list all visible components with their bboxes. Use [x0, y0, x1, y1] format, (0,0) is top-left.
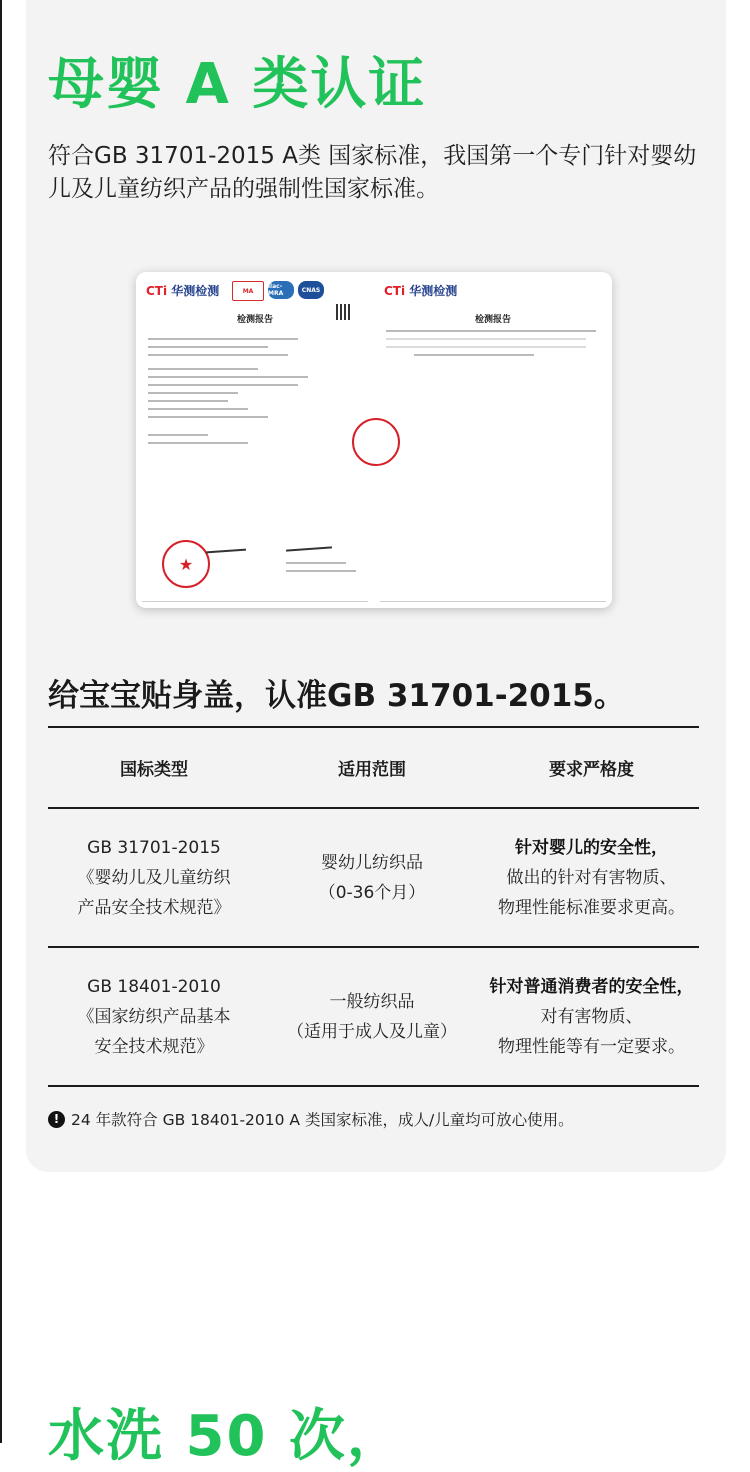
- report-text-line: [148, 442, 248, 444]
- report-text-line: [148, 400, 228, 402]
- standard-cell: GB 18401-2010 《国家纺织产品基本 安全技术规范》: [77, 976, 231, 1057]
- table-header: [48, 726, 699, 809]
- report-footer-line: [142, 601, 368, 602]
- signature-mark: [206, 549, 246, 554]
- report-text-line: [148, 384, 298, 386]
- exclamation-circle-icon: !: [48, 1111, 65, 1128]
- report-text-line: [148, 434, 208, 436]
- ma-logo: MA: [232, 281, 264, 301]
- test-report-image: [136, 272, 612, 608]
- report-text-line: [386, 338, 586, 340]
- accreditation-logos: [232, 281, 324, 301]
- intro-paragraph: 符合GB 31701-2015 A类 国家标准，我国第一个专门针对婴幼儿及儿童纺织产品的强制性国家标准。: [48, 143, 697, 202]
- scope-cell: 一般纺织品 （适用于成人及儿童）: [287, 991, 457, 1042]
- report-text-line: [386, 346, 586, 348]
- column-header-strictness: 要求严格度: [549, 760, 634, 780]
- red-seal-stamp: [352, 418, 400, 466]
- red-seal-stamp: ★: [162, 540, 210, 588]
- footnote: [48, 1108, 574, 1130]
- report-page-right: [374, 272, 612, 608]
- strictness-cell: 针对婴儿的安全性， 做出的针对有害物质、 物理性能标准要求更高。: [498, 837, 685, 918]
- table-row: [48, 948, 699, 1087]
- report-text-line: [148, 338, 298, 340]
- report-text-line: [148, 368, 258, 370]
- report-text-line: [148, 416, 268, 418]
- section-title: 母婴 A 类认证: [48, 52, 427, 117]
- report-text-line: [148, 392, 238, 394]
- standards-comparison-table: [48, 726, 699, 1087]
- report-text-line: [286, 562, 346, 564]
- standard-cell: GB 31701-2015 《婴幼儿及儿童纺织 产品安全技术规范》: [77, 837, 231, 918]
- report-footer-line: [380, 601, 606, 602]
- report-text-line: [148, 346, 268, 348]
- report-text-line: [286, 570, 356, 572]
- column-header-standard: 国标类型: [120, 760, 188, 780]
- signature-mark: [286, 546, 332, 551]
- scope-cell: 婴幼儿纺织品 （0-36个月）: [318, 852, 426, 903]
- cti-logo: CTi 华测检测: [146, 284, 220, 298]
- cti-logo: CTi 华测检测: [384, 284, 458, 298]
- ilac-logo: ilac-MRA: [268, 281, 294, 299]
- report-text-line: [148, 408, 248, 410]
- next-section-title: 水洗 50 次，: [48, 1404, 405, 1469]
- footnote-text: 24 年款符合 GB 18401-2010 A 类国家标准，成人/儿童均可放心使用。: [71, 1111, 574, 1129]
- report-text-line: [386, 330, 596, 332]
- table-row: [48, 809, 699, 948]
- report-text-line: [148, 354, 288, 356]
- report-title: 检测报告: [236, 315, 273, 325]
- report-text-line: [414, 354, 534, 356]
- cnas-logo: CNAS: [298, 281, 324, 299]
- column-header-scope: 适用范围: [338, 760, 406, 780]
- report-title: 检测报告: [474, 315, 511, 325]
- report-page-left: [136, 272, 374, 608]
- strictness-cell: 针对普通消费者的安全性， 对有害物质、 物理性能等有一定要求。: [489, 976, 694, 1057]
- report-text-line: [148, 376, 308, 378]
- left-edge-line: [0, 0, 2, 1443]
- comparison-subtitle: 给宝宝贴身盖，认准GB 31701-2015。: [48, 678, 625, 714]
